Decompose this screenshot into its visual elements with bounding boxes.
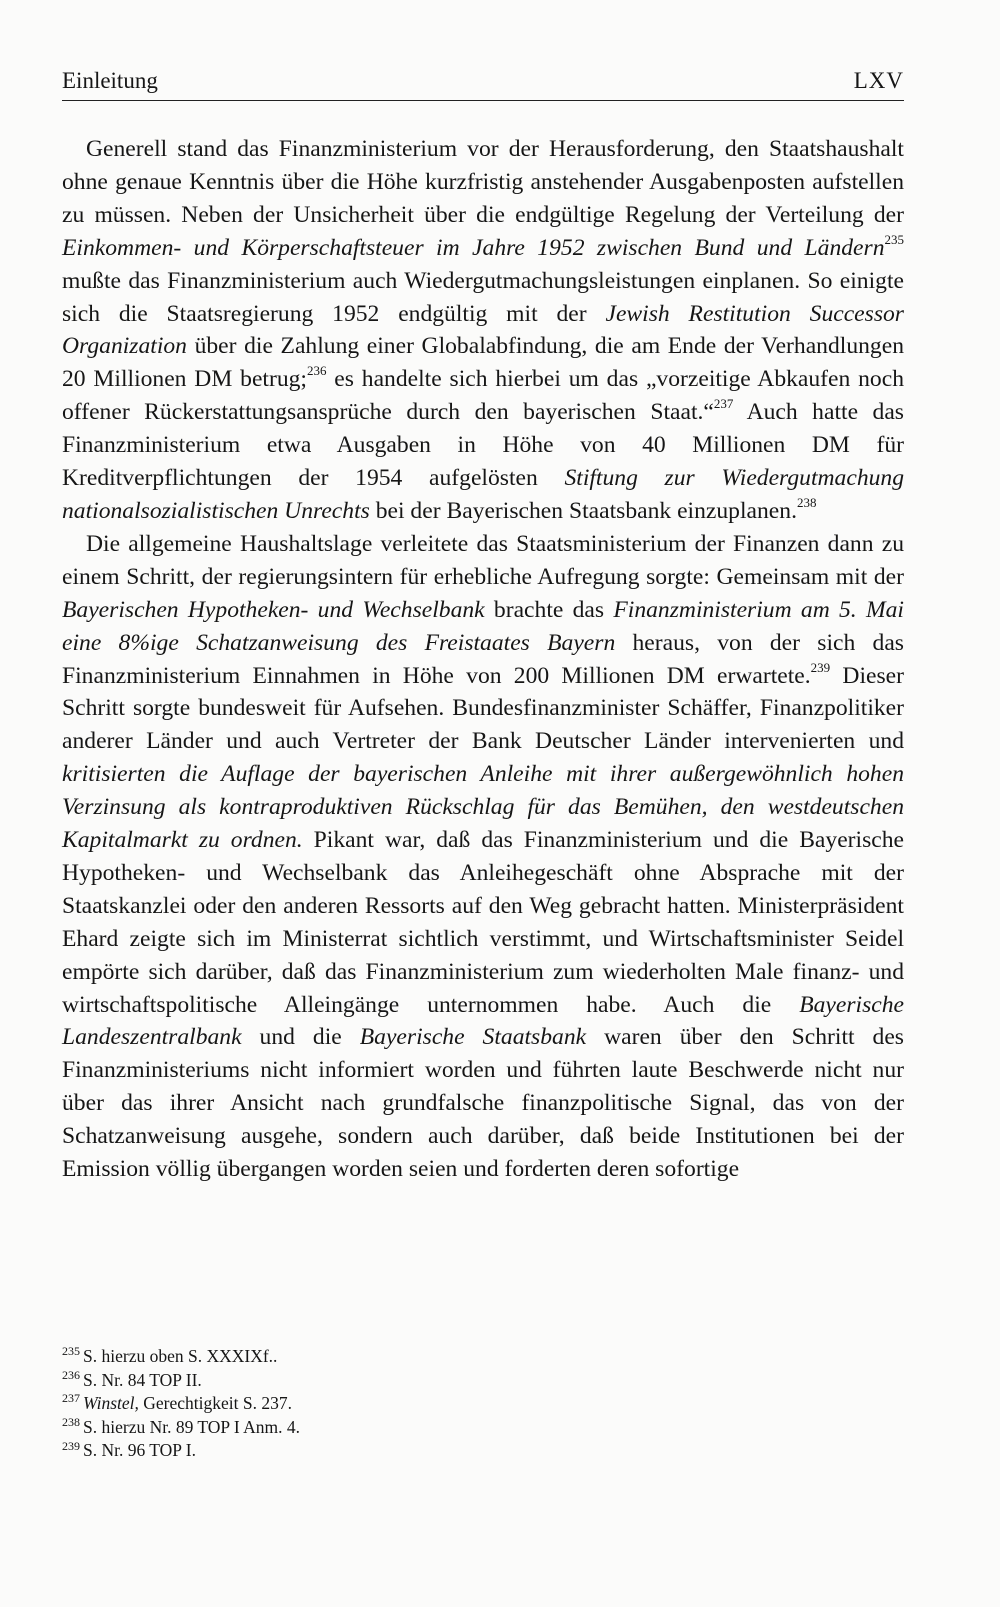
italic-text: Jewish Restitution Successor Organization	[62, 300, 904, 360]
paragraph	[62, 133, 904, 528]
text-run: bei der Bayerischen Staatsbank einzuplanen.	[369, 497, 797, 524]
text-run: Dieser Schritt sorgte bundesweit für Aufsehen. Bundesfinanzminister Schäffer, Finanzpolitiker anderer Länder und auch Vertreter der Bank Deutscher Länder intervenierten und	[62, 662, 904, 755]
italic-text: Einkommen- und Körperschaftsteuer im Jahre 1952 zwischen Bund und Ländern	[62, 234, 885, 261]
footnote	[62, 1439, 904, 1463]
footnote-number: 238	[62, 1414, 80, 1429]
footnote-number: 235	[62, 1344, 80, 1359]
text-run: über die Zahlung einer Globalabfindung, die am Ende der Verhandlungen 20 Millionen DM betrug;	[62, 333, 904, 393]
text-run: und die	[241, 1024, 360, 1051]
text-run: mußte das Finanzministerium auch Wiedergutmachungsleistungen einplanen. So einigte sich die Staatsregierung 1952 endgültig mit der	[62, 267, 904, 327]
page-number: LXV	[853, 68, 904, 93]
footnote-reference: 238	[796, 495, 817, 511]
footnote-number: 239	[62, 1438, 80, 1453]
italic-text: Stiftung zur Wiedergutmachung nationalsozialistischen Unrechts	[62, 465, 905, 524]
italic-text: kritisierten die Auflage der bayerischen Anleihe mit ihrer außergewöhnlich hohen Verzinsung als kontraproduktiven Rückschlag für das Bemühen, den westdeutschen Kapitalmarkt zu ordnen.	[62, 761, 904, 854]
footnote-reference: 236	[306, 363, 327, 379]
footnotes	[62, 1345, 904, 1463]
text-run: Gerechtigkeit S. 237.	[138, 1393, 292, 1414]
text-run: waren über den Schritt des Finanzministeriums nicht informiert worden und führten laute Beschwerde nicht nur über das ihrer Ansicht nach grundfalsche finanzpolitische Signal, das von der Schatzanweisung ausgehe, sondern auch darüber, daß beide Institutionen bei der Emission völlig übergangen worden seien und forderten deren sofortige	[62, 1024, 904, 1183]
italic-text: Bayerischen Hypotheken- und Wechselbank	[62, 596, 485, 623]
footnote-reference: 239	[810, 659, 831, 675]
italic-text: Bayerische Staatsbank	[359, 1024, 587, 1051]
footnote	[62, 1416, 904, 1440]
text-run: Generell stand das Finanzministerium vor der Herausforderung, den Staatshaushalt ohne genaue Kenntnis über die Höhe kurzfristig anstehender Ausgabenposten aufstellen zu müssen. Neben der Unsicherheit über die endgültige Regelung der Verteilung der	[62, 136, 904, 228]
text-run: Die allgemeine Haushaltslage verleitete das Staatsministerium der Finanzen dann zu einem Schritt, der regierungsintern für erhebliche Aufregung sorgte: Gemeinsam mit der	[62, 530, 904, 590]
text-run: S. hierzu oben S. XXXIXf..	[83, 1346, 278, 1366]
footnote	[62, 1345, 904, 1369]
text-run: S. hierzu Nr. 89 TOP I Anm. 4.	[83, 1416, 300, 1437]
footnote-reference: 235	[884, 231, 904, 247]
body-text	[62, 133, 904, 1186]
footnote-number: 236	[62, 1367, 80, 1382]
text-run: brachte das	[484, 596, 614, 623]
text-run: heraus, von der sich das Finanzministerium Einnahmen in Höhe von 200 Millionen DM erwartete.	[62, 629, 904, 689]
paragraph	[62, 528, 904, 1186]
footnote-reference: 237	[713, 396, 734, 412]
italic-text: Bayerische Landeszentralbank	[62, 991, 904, 1051]
italic-text: Winstel,	[83, 1393, 139, 1414]
running-head	[62, 68, 904, 101]
italic-text: Finanzministerium am 5. Mai eine 8%ige Schatzanweisung des Freistaates Bayern	[62, 596, 904, 656]
text-run: es handelte sich hierbei um das „vorzeitige Abkaufen noch offener Rückerstattungsansprüche durch den bayerischen Staat.“	[62, 366, 904, 426]
footnote-number: 237	[62, 1391, 80, 1406]
text-run: S. Nr. 96 TOP I.	[83, 1440, 196, 1461]
text-run: Pikant war, daß das Finanzministerium und die Bayerische Hypotheken- und Wechselbank das Anleihegeschäft ohne Absprache mit der Staatskanzlei oder den anderen Ressorts auf den Weg gebracht hatten. Ministerpräsident Ehard zeigte sich im Ministerrat sichtlich verstimmt, und Wirtschaftsminister Seidel empörte sich darüber, daß das Finanzministerium zum wiederholten Male finanz- und wirtschaftspolitische Alleingänge unternommen habe. Auch die	[62, 827, 905, 1018]
text-run: S. Nr. 84 TOP II.	[83, 1369, 202, 1390]
text-run: Auch hatte das Finanzministerium etwa Ausgaben in Höhe von 40 Millionen DM für Kreditverpflichtungen der 1954 aufgelösten	[62, 399, 904, 492]
chapter-title: Einleitung	[62, 68, 158, 93]
footnote	[62, 1369, 904, 1393]
footnote	[62, 1392, 904, 1416]
